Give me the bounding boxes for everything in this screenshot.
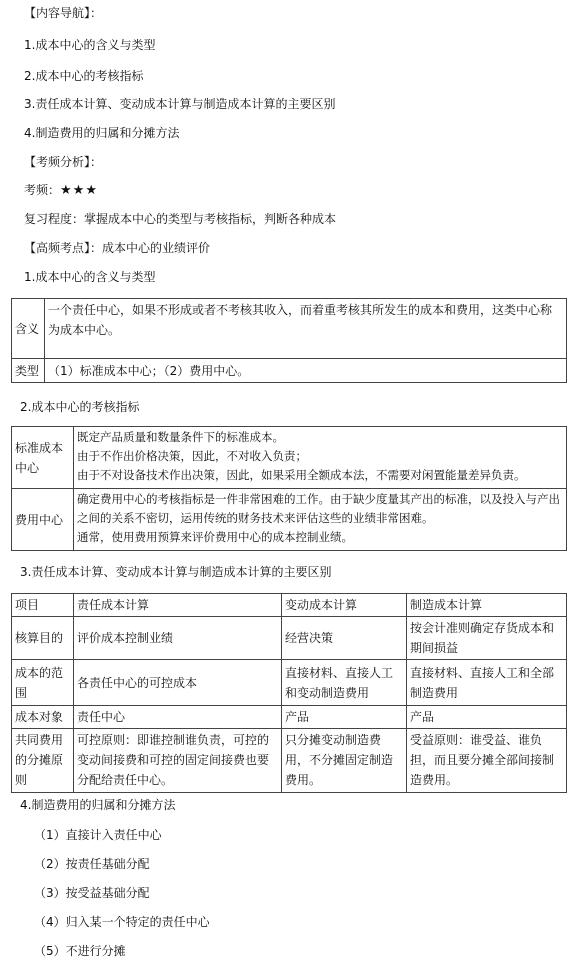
table-row [12, 489, 567, 551]
nav-item-4: 4.制造费用的归属和分摊方法 [24, 126, 180, 140]
table-cell: 各责任中心的可控成本 [74, 660, 282, 706]
content-line: 确定费用中心的考核指标是一件非常困难的工作。由于缺少度量其产出的标准，以及投入与产出之间的关系不密切，运用传统的财务技术来评估这些的业绩非常困难。 [77, 492, 560, 525]
row-content: （1）标准成本中心；（2）费用中心。 [45, 359, 567, 383]
list-item: （1）直接计入责任中心 [34, 828, 162, 842]
section2-title: 2.成本中心的考核指标 [20, 400, 140, 414]
table-cell: 核算目的 [12, 617, 74, 660]
frequency-stars: ★★★ [60, 183, 98, 198]
table-row [12, 729, 567, 793]
analysis-heading: 【考频分析】： [24, 155, 103, 169]
list-item: （3）按受益基础分配 [34, 886, 150, 900]
table-row [12, 299, 567, 359]
nav-item-3: 3.责任成本计算、变动成本计算与制造成本计算的主要区别 [24, 97, 336, 111]
table-row [12, 617, 567, 660]
row-label: 标准成本中心 [12, 427, 74, 489]
table-row [12, 660, 567, 706]
review-level: 复习程度：掌握成本中心的类型与考核指标，判断各种成本 [24, 212, 337, 226]
row-content [74, 427, 567, 489]
section1-title: 1.成本中心的含义与类型 [24, 270, 156, 284]
section4-title: 4.制造费用的归属和分摊方法 [20, 798, 176, 812]
table-row [12, 427, 567, 489]
column-header: 责任成本计算 [74, 594, 282, 617]
frequency-line [24, 181, 98, 201]
content-line: 由于不对设备技术作出决策，因此，如果采用全额成本法，不需要对闲置能量差异负责。 [77, 468, 526, 482]
table-cell: 只分摊变动制造费用，不分摊固定制造费用。 [282, 729, 407, 793]
table-cell: 评价成本控制业绩 [74, 617, 282, 660]
column-header: 变动成本计算 [282, 594, 407, 617]
row-content [74, 489, 567, 551]
list-item: （4）归入某一个特定的责任中心 [34, 915, 210, 929]
nav-heading: 【内容导航】： [24, 6, 103, 20]
table-cell: 经营决策 [282, 617, 407, 660]
list-item: （2）按责任基础分配 [34, 857, 150, 871]
row-label: 含义 [12, 299, 45, 359]
table-cell: 直接材料、直接人工和变动制造费用 [282, 660, 407, 706]
table-row [12, 359, 567, 383]
table-cell: 产品 [282, 706, 407, 729]
content-line: 通常，使用费用预算来评价费用中心的成本控制业绩。 [77, 530, 353, 544]
table-cell: 责任中心 [74, 706, 282, 729]
table-cell: 受益原则：谁受益、谁负担，而且要分摊全部间接制造费用。 [407, 729, 567, 793]
table-row [12, 706, 567, 729]
section3-title: 3.责任成本计算、变动成本计算与制造成本计算的主要区别 [20, 565, 332, 579]
column-header: 制造成本计算 [407, 594, 567, 617]
table-cell: 可控原则：即谁控制谁负责，可控的变动间接费和可控的固定间接费也要分配给责任中心。 [74, 729, 282, 793]
nav-item-1: 1.成本中心的含义与类型 [24, 38, 156, 52]
table-cell: 直接材料、直接人工和全部制造费用 [407, 660, 567, 706]
row-content: 一个责任中心，如果不形成或者不考核其收入，而着重考核其所发生的成本和费用，这类中心称为成本中心。 [45, 299, 567, 359]
column-header: 项目 [12, 594, 74, 617]
list-item: （5）不进行分摊 [34, 944, 126, 958]
table-header-row [12, 594, 567, 617]
table-cell: 成本对象 [12, 706, 74, 729]
row-label: 类型 [12, 359, 45, 383]
section1-table [11, 298, 567, 383]
frequency-label: 考频： [24, 183, 61, 197]
nav-item-2: 2.成本中心的考核指标 [24, 69, 144, 83]
section3-table [11, 593, 567, 793]
table-cell: 成本的范围 [12, 660, 74, 706]
section2-table [11, 426, 567, 551]
table-cell: 共同费用的分摊原则 [12, 729, 74, 793]
content-line: 由于不作出价格决策，因此，不对收入负责； [77, 449, 307, 463]
table-cell: 按会计准则确定存货成本和期间损益 [407, 617, 567, 660]
content-line: 既定产品质量和数量条件下的标准成本。 [77, 430, 284, 444]
row-label: 费用中心 [12, 489, 74, 551]
hot-point: 【高频考点】：成本中心的业绩评价 [24, 241, 211, 255]
table-cell: 产品 [407, 706, 567, 729]
